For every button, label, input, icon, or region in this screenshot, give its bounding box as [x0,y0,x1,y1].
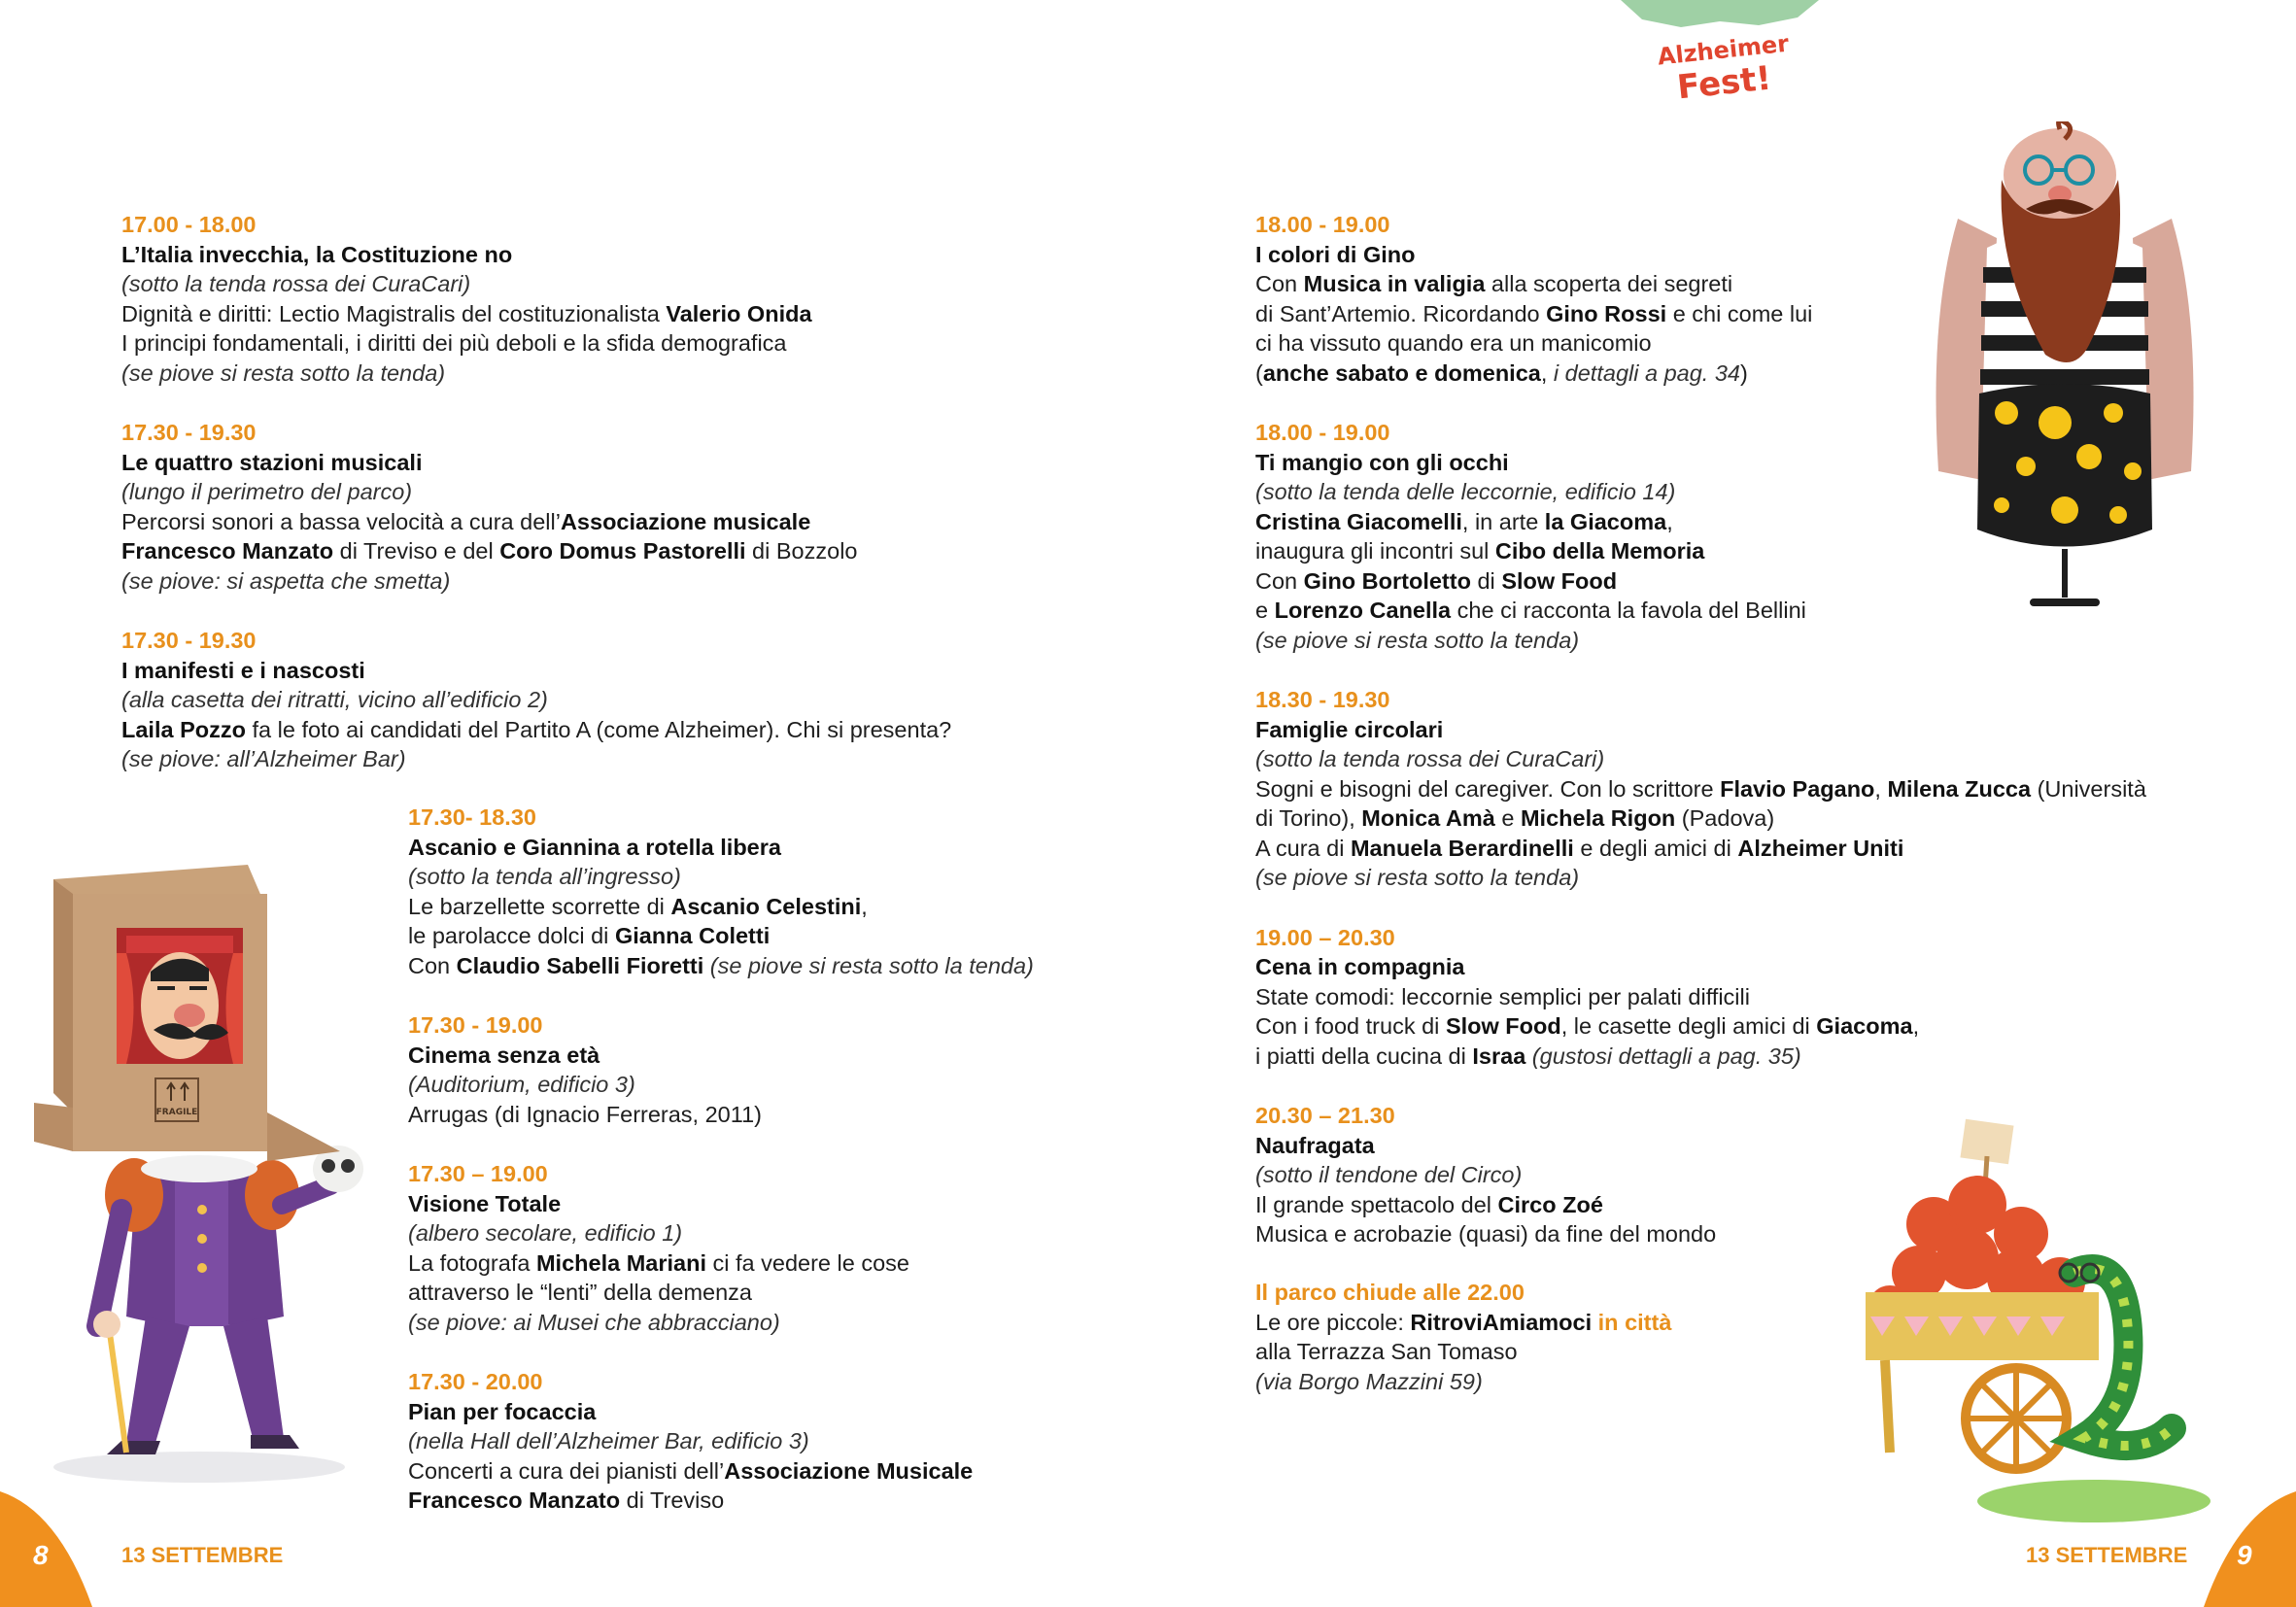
event-text-segment: (se piove: si aspetta che smetta) [121,567,451,594]
event-line [408,921,1034,951]
schedule-event [121,418,951,596]
event-text-segment: RitroviAmiamoci [1410,1309,1593,1335]
event-line [121,536,951,566]
event-text-segment: , [1912,1013,1920,1039]
event-text-segment: anche sabato e domenica [1262,359,1541,386]
event-text-segment: Giacoma [1816,1013,1913,1039]
closing-block [1255,1278,1671,1426]
event-text-segment: , [1874,775,1888,802]
event-text-segment: e [1494,805,1521,831]
event-time: 20.30 – 21.30 [1255,1103,1395,1128]
logo-green-banner [1621,0,1819,27]
event-text-segment: Coro Domus Pastorelli [499,538,746,564]
event-line [121,359,951,389]
event-line [408,1100,1034,1130]
event-text-segment: , [861,893,868,919]
event-text-segment: Dignità e diritti: Lectio Magistralis del costituzionalista [121,300,667,326]
event-text-segment: Il grande spettacolo del [1255,1191,1498,1217]
event-text-segment: (sotto la tenda rossa dei CuraCari) [1255,746,1605,771]
event-text-segment: e degli amici di [1573,835,1738,861]
event-text-segment: (se piove si resta sotto la tenda) [1255,865,1580,890]
event-text-segment: (se piove si resta sotto la tenda) [703,952,1034,978]
event-text-segment: Ascanio Celestini [670,893,862,919]
apple-cart-illustration [1851,1117,2240,1525]
schedule-event [1255,923,2146,1072]
event-text-segment: Musica in valigia [1303,271,1486,296]
event-text-segment: (nella Hall dell’Alzheimer Bar, edificio 3) [408,1428,809,1453]
event-text-segment: Circo Zoé [1497,1191,1603,1217]
event-title: Famiglie circolari [1255,716,1444,742]
event-text-segment: (sotto il tendone del Circo) [1255,1162,1523,1187]
closing-heading: Il parco chiude alle 22.00 [1255,1280,1525,1305]
event-text-segment: alla Terrazza San Tomaso [1255,1339,1518,1364]
event-line [121,477,951,507]
event-line [408,1278,1034,1308]
schedule-event [408,803,1034,980]
event-text-segment: e chi come lui [1666,300,1813,326]
event-text-segment: in città [1592,1309,1672,1335]
left-column-indented [408,803,1034,1546]
event-text-segment: Con [1255,567,1304,594]
event-line [408,892,1034,922]
event-line [1255,804,2146,834]
event-line [408,951,1034,981]
event-text-segment: Valerio Onida [666,300,812,326]
page-number-left: 8 [33,1540,49,1570]
event-text-segment: (Padova) [1675,805,1775,831]
event-line [1255,626,2146,656]
event-line [408,1308,1034,1338]
event-text-segment: Concerti a cura dei pianisti dell’ [408,1457,725,1484]
event-text-segment: Manuela Berardinelli [1350,835,1574,861]
event-time: 18.30 - 19.30 [1255,687,1390,712]
event-text-segment: Con [408,952,457,978]
event-line [121,299,951,329]
closing-lines [1255,1308,1671,1397]
event-time: 18.00 - 19.00 [1255,420,1390,445]
event-text-segment: La fotografa [408,1249,536,1276]
event-text-segment: di [1470,567,1502,594]
event-text-segment: i dettagli a pag. 34 [1553,359,1740,386]
event-line [121,328,951,359]
event-text-segment: (albero secolare, edificio 1) [408,1220,683,1246]
event-title: Cinema senza età [408,1042,600,1068]
event-text-segment: Sogni e bisogni del caregiver. Con lo scrittore [1255,775,1721,802]
event-time: 17.30 - 19.30 [121,628,257,653]
event-text-segment: e [1255,598,1275,623]
box-fragile-label: FRAGILE [155,1108,198,1117]
schedule-event [408,1159,1034,1337]
event-text-segment: (alla casetta dei ritratti, vicino all’edificio 2) [121,687,548,712]
schedule-event [1255,685,2146,893]
logo-line-1: Alzheimer [1656,29,1791,71]
event-text-segment: inaugura gli incontri sul [1255,538,1495,564]
event-text-segment: (se piove si resta sotto la tenda) [121,359,446,386]
schedule-event [408,1367,1034,1516]
event-text-segment: Monica Amà [1361,805,1495,831]
event-text-segment: Gino Rossi [1546,300,1667,326]
event-text-segment: i piatti della cucina di [1255,1043,1473,1069]
event-line [121,744,951,774]
event-line [121,269,951,299]
event-text-segment: (sotto la tenda all’ingresso) [408,864,681,889]
event-title: Visione Totale [408,1190,562,1216]
event-line [1255,774,2146,804]
page-corner-left [0,1491,97,1607]
event-text-segment: che ci racconta la favola del Bellini [1451,598,1806,623]
event-text-segment: Laila Pozzo [121,716,246,742]
event-text-segment: I principi fondamentali, i diritti dei più deboli e la sfida demografica [121,330,787,356]
event-line [1255,1308,1671,1338]
event-title: Le quattro stazioni musicali [121,449,423,475]
event-title: I manifesti e i nascosti [121,657,365,683]
event-line [408,1426,1034,1456]
event-line [1255,1337,1671,1367]
event-text-segment: (Auditorium, edificio 3) [408,1072,635,1097]
event-text-segment: , [1540,359,1554,386]
event-time: 17.30 - 19.00 [408,1012,543,1038]
event-text-segment: ci ha vissuto quando era un manicomio [1255,330,1652,356]
event-time: 17.30 - 19.30 [121,420,257,445]
event-title: I colori di Gino [1255,241,1416,267]
event-text-segment: ci fa vedere le cose [705,1249,909,1276]
event-text-segment: ) [1739,359,1748,386]
event-line [408,1486,1034,1516]
event-title: L’Italia invecchia, la Costituzione no [121,241,513,267]
event-line [1255,744,2146,774]
event-text-segment: (sotto la tenda delle leccornie, edificio 14) [1255,479,1676,504]
event-title: Cena in compagnia [1255,954,1465,979]
event-line [121,715,951,745]
event-text-segment: Con [1255,271,1304,296]
event-line [1255,863,2146,893]
footer-date-right: 13 SETTEMBRE [2026,1543,2188,1567]
event-line [408,1248,1034,1279]
event-line [408,1218,1034,1248]
event-text-segment: (sotto la tenda rossa dei CuraCari) [121,271,471,296]
event-text-segment: , le casette degli amici di [1560,1013,1817,1039]
event-text-segment: Arrugas (di Ignacio Ferreras, 2011) [408,1101,762,1127]
event-time: 19.00 – 20.30 [1255,924,1395,950]
bearded-man-illustration [1919,121,2210,617]
schedule-event [121,210,951,388]
event-text-segment: Con i food truck di [1255,1013,1446,1039]
event-title: Ti mangio con gli occhi [1255,449,1509,475]
event-text-segment: alla scoperta dei segreti [1485,271,1733,296]
event-text-segment: la Giacoma [1544,508,1667,534]
event-text-segment: di Treviso [620,1487,725,1513]
event-text-segment: Cibo della Memoria [1494,538,1705,564]
event-text-segment: (se piove si resta sotto la tenda) [1255,627,1580,653]
event-time: 17.30- 18.30 [408,804,536,830]
event-text-segment: Lorenzo Canella [1274,598,1452,623]
event-text-segment: Associazione musicale [560,508,811,534]
event-time: 18.00 - 19.00 [1255,212,1390,237]
schedule-event [121,626,951,774]
event-time: 17.30 - 20.00 [408,1369,543,1394]
event-text-segment: Associazione Musicale [724,1457,974,1484]
logo-line-2: Fest! [1675,58,1773,108]
event-text-segment: Claudio Sabelli Fioretti [456,952,704,978]
event-text-segment: Israa [1472,1043,1526,1069]
event-line [1255,982,2146,1012]
event-text-segment: ( [1255,359,1263,386]
alzheimer-fest-logo [1613,0,1827,112]
event-text-segment: , [1666,508,1673,534]
event-text-segment: Slow Food [1501,567,1618,594]
event-line [1255,834,2146,864]
event-time: 17.00 - 18.00 [121,212,257,237]
event-text-segment: le parolacce dolci di [408,923,615,948]
event-title: Ascanio e Giannina a rotella libera [408,834,781,860]
event-text-segment: Le barzellette scorrette di [408,893,671,919]
event-text-segment: Milena Zucca [1887,775,2032,802]
event-text-segment: (lungo il perimetro del parco) [121,479,413,504]
box-head-character-illustration [29,860,398,1491]
event-text-segment: Michela Mariani [535,1249,706,1276]
event-text-segment: di Treviso e del [333,538,500,564]
event-text-segment: Le ore piccole: [1255,1309,1411,1335]
event-text-segment: attraverso le “lenti” della demenza [408,1280,752,1305]
event-text-segment: Cristina Giacomelli [1255,508,1462,534]
event-text-segment: Slow Food [1445,1013,1561,1039]
event-text-segment: Francesco Manzato [408,1487,621,1513]
event-time: 17.30 – 19.00 [408,1161,548,1186]
event-text-segment: , in arte [1461,508,1545,534]
event-text-segment: Gianna Coletti [614,923,771,948]
left-column-top [121,210,951,804]
event-text-segment: (se piove: ai Musei che abbracciano) [408,1309,780,1335]
event-title: Naufragata [1255,1132,1375,1158]
event-text-segment: Musica e acrobazie (quasi) da fine del mondo [1255,1221,1717,1247]
event-line [121,507,951,537]
event-text-segment: (Università [2031,775,2146,802]
event-text-segment: State comodi: leccornie semplici per palati difficili [1255,983,1750,1009]
event-line [1255,1367,1671,1397]
event-text-segment: Flavio Pagano [1720,775,1875,802]
event-line [1255,1042,2146,1072]
event-line [408,862,1034,892]
event-text-segment: Michela Rigon [1520,805,1676,831]
event-text-segment: (se piove: all’Alzheimer Bar) [121,746,406,771]
schedule-event [408,1010,1034,1129]
event-text-segment: Alzheimer Uniti [1737,835,1904,861]
event-text-segment: di Sant’Artemio. Ricordando [1255,300,1547,326]
event-line [121,566,951,597]
event-text-segment: Percorsi sonori a bassa velocità a cura dell’ [121,508,561,534]
event-line [408,1070,1034,1100]
event-text-segment: fa le foto ai candidati del Partito A (come Alzheimer). Chi si presenta? [245,716,952,742]
event-text-segment: di Torino), [1255,805,1362,831]
event-text-segment: Francesco Manzato [121,538,334,564]
page-number-right: 9 [2237,1540,2252,1570]
event-text-segment: di Bozzolo [745,538,858,564]
event-text-segment: A cura di [1255,835,1351,861]
footer-date-left: 13 SETTEMBRE [121,1543,284,1567]
event-line [1255,1011,2146,1042]
event-line [121,685,951,715]
event-text-segment: Gino Bortoletto [1303,567,1471,594]
event-title: Pian per focaccia [408,1398,597,1424]
event-text-segment: (via Borgo Mazzini 59) [1255,1368,1483,1394]
event-text-segment: (gustosi dettagli a pag. 35) [1525,1043,1801,1069]
event-line [408,1456,1034,1487]
